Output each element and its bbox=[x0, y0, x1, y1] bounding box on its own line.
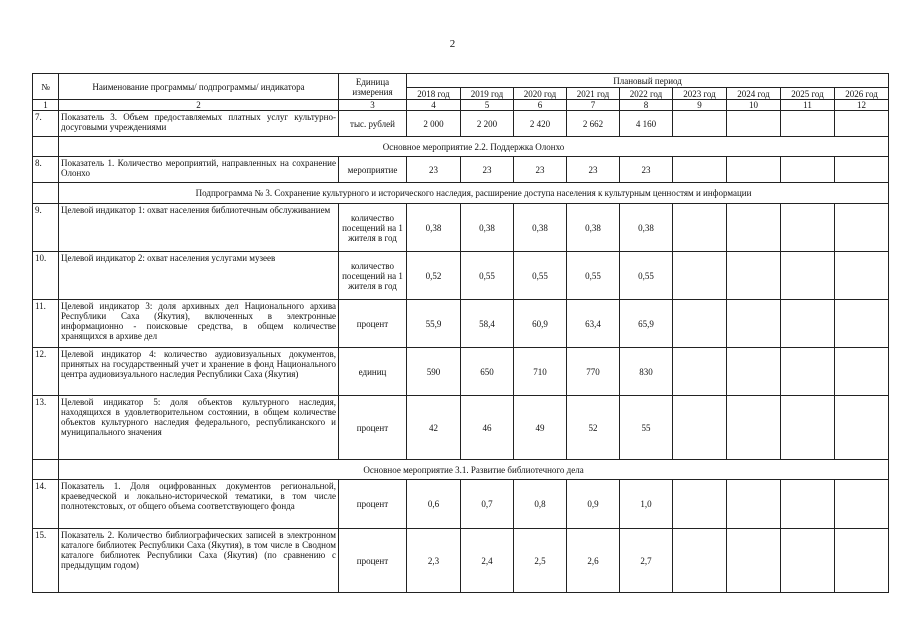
row-number: 8. bbox=[33, 157, 59, 183]
value-cell: 590 bbox=[407, 348, 461, 396]
empty-cell bbox=[781, 157, 835, 183]
header-period: Плановый период bbox=[407, 74, 889, 88]
empty-cell bbox=[673, 348, 727, 396]
header-year: 2021 год bbox=[567, 88, 620, 100]
header-year: 2018 год bbox=[407, 88, 461, 100]
row-number: 15. bbox=[33, 529, 59, 593]
empty-cell bbox=[727, 396, 781, 460]
empty-cell bbox=[673, 480, 727, 529]
value-cell: 4 160 bbox=[620, 111, 673, 137]
section-row bbox=[33, 137, 889, 157]
column-number: 6 bbox=[514, 100, 567, 111]
value-cell: 65,9 bbox=[620, 300, 673, 348]
value-cell: 1,0 bbox=[620, 480, 673, 529]
value-cell: 0,7 bbox=[461, 480, 514, 529]
column-number: 8 bbox=[620, 100, 673, 111]
section-row bbox=[33, 460, 889, 480]
value-cell: 42 bbox=[407, 396, 461, 460]
unit-cell: процент bbox=[339, 396, 407, 460]
header-year: 2022 год bbox=[620, 88, 673, 100]
column-number: 9 bbox=[673, 100, 727, 111]
subprogram-row bbox=[33, 183, 889, 204]
header-unit: Единица измерения bbox=[339, 74, 407, 100]
value-cell: 0,8 bbox=[514, 480, 567, 529]
empty-cell bbox=[781, 396, 835, 460]
value-cell: 2 000 bbox=[407, 111, 461, 137]
empty-cell bbox=[781, 204, 835, 252]
row-number: 13. bbox=[33, 396, 59, 460]
value-cell: 710 bbox=[514, 348, 567, 396]
empty-cell bbox=[727, 252, 781, 300]
empty-cell bbox=[673, 529, 727, 593]
empty-cell bbox=[673, 111, 727, 137]
empty-cell bbox=[835, 111, 889, 137]
table-row bbox=[33, 157, 889, 183]
empty-cell bbox=[673, 396, 727, 460]
empty-cell bbox=[727, 480, 781, 529]
empty-cell bbox=[781, 529, 835, 593]
value-cell: 2,4 bbox=[461, 529, 514, 593]
column-numbers-row bbox=[33, 100, 889, 111]
indicator-name: Показатель 1. Количество мероприятий, направленных на сохранение Олонхо bbox=[59, 157, 339, 183]
column-number: 11 bbox=[781, 100, 835, 111]
header-year: 2020 год bbox=[514, 88, 567, 100]
unit-cell: количество посещений на 1 жителя в год bbox=[339, 204, 407, 252]
column-number: 12 bbox=[835, 100, 889, 111]
empty-cell bbox=[727, 111, 781, 137]
column-number: 4 bbox=[407, 100, 461, 111]
table-row bbox=[33, 252, 889, 300]
table-row bbox=[33, 480, 889, 529]
indicator-name: Целевой индикатор 2: охват населения услугами музеев bbox=[59, 252, 339, 300]
table-row bbox=[33, 348, 889, 396]
value-cell: 0,9 bbox=[567, 480, 620, 529]
empty-cell bbox=[781, 300, 835, 348]
row-number: 9. bbox=[33, 204, 59, 252]
unit-cell: количество посещений на 1 жителя в год bbox=[339, 252, 407, 300]
empty-cell bbox=[727, 348, 781, 396]
header-year: 2025 год bbox=[781, 88, 835, 100]
value-cell: 23 bbox=[461, 157, 514, 183]
indicator-name: Целевой индикатор 3: доля архивных дел Национального архива Республики Саха (Якутия), включенных в электронные информационно - поисковые средства, в общем количестве хранящихся в архиве дел bbox=[59, 300, 339, 348]
header-year: 2024 год bbox=[727, 88, 781, 100]
value-cell: 0,38 bbox=[407, 204, 461, 252]
value-cell: 2,7 bbox=[620, 529, 673, 593]
header-year: 2023 год bbox=[673, 88, 727, 100]
unit-cell: процент bbox=[339, 480, 407, 529]
section-title: Основное мероприятие 2.2. Поддержка Олонхо bbox=[59, 137, 889, 157]
row-number: 7. bbox=[33, 111, 59, 137]
value-cell: 55,9 bbox=[407, 300, 461, 348]
column-number: 7 bbox=[567, 100, 620, 111]
empty-cell bbox=[835, 480, 889, 529]
unit-cell: процент bbox=[339, 529, 407, 593]
empty-cell bbox=[727, 204, 781, 252]
empty-cell bbox=[835, 204, 889, 252]
value-cell: 0,38 bbox=[461, 204, 514, 252]
header-year: 2026 год bbox=[835, 88, 889, 100]
value-cell: 0,55 bbox=[567, 252, 620, 300]
empty-cell bbox=[835, 529, 889, 593]
header-year: 2019 год bbox=[461, 88, 514, 100]
row-number: 12. bbox=[33, 348, 59, 396]
empty-cell bbox=[781, 348, 835, 396]
column-number: 3 bbox=[339, 100, 407, 111]
value-cell: 63,4 bbox=[567, 300, 620, 348]
empty-cell bbox=[33, 137, 59, 157]
value-cell: 23 bbox=[407, 157, 461, 183]
value-cell: 0,38 bbox=[567, 204, 620, 252]
unit-cell: тыс. рублей bbox=[339, 111, 407, 137]
value-cell: 46 bbox=[461, 396, 514, 460]
value-cell: 23 bbox=[567, 157, 620, 183]
row-number: 10. bbox=[33, 252, 59, 300]
indicator-name: Показатель 2. Количество библиографических записей в электронном каталоге библиотек Республики Саха (Якутия), в том числе в Сводном каталоге библиотек Республики Саха (Якутия) (по сравнению с предыдущим годом) bbox=[59, 529, 339, 593]
empty-cell bbox=[835, 157, 889, 183]
value-cell: 2 200 bbox=[461, 111, 514, 137]
value-cell: 0,55 bbox=[461, 252, 514, 300]
header-row bbox=[33, 74, 889, 88]
value-cell: 23 bbox=[514, 157, 567, 183]
empty-cell bbox=[835, 396, 889, 460]
empty-cell bbox=[33, 460, 59, 480]
page-number: 2 bbox=[449, 38, 456, 50]
empty-cell bbox=[781, 480, 835, 529]
column-number: 10 bbox=[727, 100, 781, 111]
value-cell: 0,6 bbox=[407, 480, 461, 529]
value-cell: 2,6 bbox=[567, 529, 620, 593]
value-cell: 2 420 bbox=[514, 111, 567, 137]
value-cell: 52 bbox=[567, 396, 620, 460]
value-cell: 2,5 bbox=[514, 529, 567, 593]
value-cell: 2,3 bbox=[407, 529, 461, 593]
empty-cell bbox=[781, 252, 835, 300]
indicator-name: Показатель 1. Доля оцифрованных документов региональной, краеведческой и локально-исторической тематики, в том числе полнотекстовых, от общего объема соответствующего фонда bbox=[59, 480, 339, 529]
empty-cell bbox=[673, 204, 727, 252]
empty-cell bbox=[673, 300, 727, 348]
empty-cell bbox=[835, 348, 889, 396]
column-number: 2 bbox=[59, 100, 339, 111]
table-row bbox=[33, 396, 889, 460]
row-number: 11. bbox=[33, 300, 59, 348]
section-title: Основное мероприятие 3.1. Развитие библиотечного дела bbox=[59, 460, 889, 480]
indicator-name: Целевой индикатор 5: доля объектов культурного наследия, находящихся в удовлетворительном состоянии, в общем количестве объектов культурного наследия федерального, республиканского и муниципального значения bbox=[59, 396, 339, 460]
header-name: Наименование программы/ подпрограммы/ индикатора bbox=[59, 74, 339, 100]
indicator-name: Целевой индикатор 1: охват населения библиотечным обслуживанием bbox=[59, 204, 339, 252]
value-cell: 60,9 bbox=[514, 300, 567, 348]
value-cell: 0,55 bbox=[514, 252, 567, 300]
empty-cell bbox=[835, 300, 889, 348]
value-cell: 770 bbox=[567, 348, 620, 396]
value-cell: 0,55 bbox=[620, 252, 673, 300]
empty-cell bbox=[673, 252, 727, 300]
value-cell: 49 bbox=[514, 396, 567, 460]
value-cell: 650 bbox=[461, 348, 514, 396]
unit-cell: мероприятие bbox=[339, 157, 407, 183]
value-cell: 0,38 bbox=[620, 204, 673, 252]
unit-cell: процент bbox=[339, 300, 407, 348]
empty-cell bbox=[781, 111, 835, 137]
value-cell: 830 bbox=[620, 348, 673, 396]
empty-cell bbox=[835, 252, 889, 300]
empty-cell bbox=[727, 529, 781, 593]
empty-cell bbox=[727, 157, 781, 183]
value-cell: 0,52 bbox=[407, 252, 461, 300]
table-row bbox=[33, 529, 889, 593]
indicator-name: Показатель 3. Объем предоставляемых платных услуг культурно-досуговыми учреждениями bbox=[59, 111, 339, 137]
indicator-table bbox=[32, 73, 889, 593]
value-cell: 55 bbox=[620, 396, 673, 460]
column-number: 5 bbox=[461, 100, 514, 111]
value-cell: 58,4 bbox=[461, 300, 514, 348]
empty-cell bbox=[673, 157, 727, 183]
empty-cell bbox=[727, 300, 781, 348]
row-number: 14. bbox=[33, 480, 59, 529]
table-row bbox=[33, 111, 889, 137]
value-cell: 2 662 bbox=[567, 111, 620, 137]
empty-cell bbox=[33, 183, 59, 204]
value-cell: 23 bbox=[620, 157, 673, 183]
table-row bbox=[33, 300, 889, 348]
header-num: № bbox=[33, 74, 59, 100]
unit-cell: единиц bbox=[339, 348, 407, 396]
subprogram-title: Подпрограмма № 3. Сохранение культурного и исторического наследия, расширение доступа населения к культурным ценностям и информации bbox=[59, 183, 889, 204]
column-number: 1 bbox=[33, 100, 59, 111]
value-cell: 0,38 bbox=[514, 204, 567, 252]
indicator-name: Целевой индикатор 4: количество аудиовизуальных документов, принятых на государственный учет и хранение в фонд Национального центра аудиовизуального наследия Республики Саха (Якутия) bbox=[59, 348, 339, 396]
table-row bbox=[33, 204, 889, 252]
